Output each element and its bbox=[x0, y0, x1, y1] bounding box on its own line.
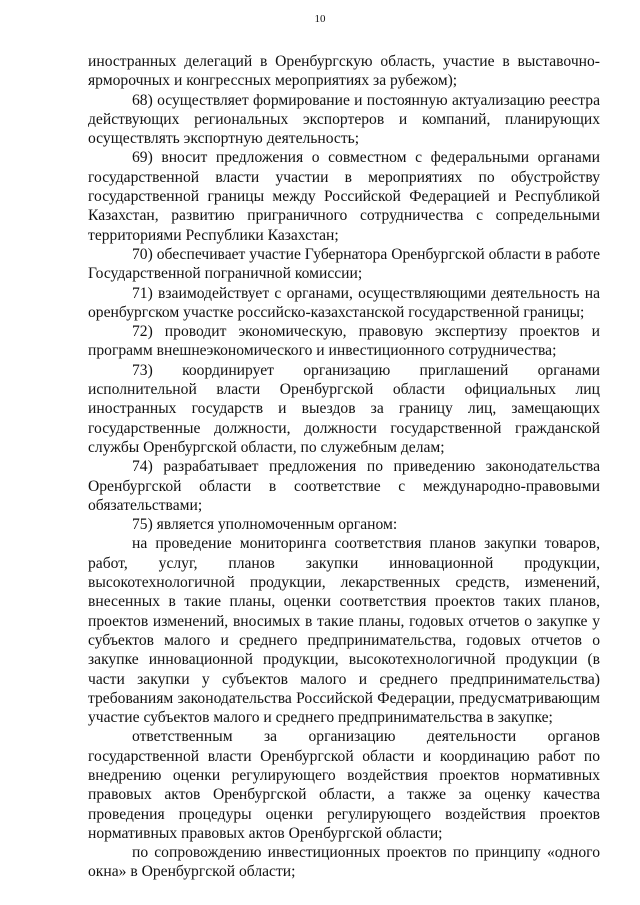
paragraph-item-71: 71) взаимодействует с органами, осуществляющими деятельность на оренбургском участке российско-казахстанской государственной границы; bbox=[88, 284, 600, 321]
paragraph-item-75-monitoring: на проведение мониторинга соответствия планов закупки товаров, работ, услуг, планов закупки инновационной продукции, высокотехнологичной продукции, лекарственных средств, изменений, внесенных в такие планы, оценки соответствия проектов таких планов, проектов изменений, вносимых в такие планы, годовых отчетов о закупке у субъектов малого и среднего предпринимательства, годовых отчетов о закупке инновационной продукции, высокотехнологичной продукции (в части закупки у субъектов малого и среднего предпринимательства) требованиям законодательства Российской Федерации, предусматривающим участие субъектов малого и среднего предпринимательства в закупке; bbox=[88, 535, 600, 727]
document-body bbox=[88, 52, 600, 882]
paragraph-item-75: 75) является уполномоченным органом: bbox=[132, 516, 398, 534]
paragraph-item-75-investment-projects: по сопровождению инвестиционных проектов по принципу «одного окна» в Оренбургской области; bbox=[88, 844, 600, 881]
paragraph-item-70: 70) обеспечивает участие Губернатора Оренбургской области в работе Государственной пограничной комиссии; bbox=[88, 245, 600, 283]
paragraph-item-68: 68) осуществляет формирование и постоянную актуализацию реестра действующих региональных экспортеров и компаний, планирующих осуществлять экспортную деятельность; bbox=[88, 91, 600, 148]
paragraph-item-75-regulatory-assessment: ответственным за организацию деятельности органов государственной власти Оренбургской области и координацию работ по внедрению оценки регулирующего воздействия проектов нормативных правовых актов Оренбургской области, а также за оценку качества проведения процедуры оценки регулирующего воздействия проектов нормативных правовых актов Оренбургской области; bbox=[88, 728, 600, 842]
paragraph-item-74: 74) разрабатывает предложения по приведению законодательства Оренбургской области в соответствие с международно-правовыми обязательствами; bbox=[88, 458, 600, 514]
paragraph-item-69: 69) вносит предложения о совместном с федеральными органами государственной власти участии в мероприятиях по обустройству государственной границы между Российской Федерацией и Республикой Казахстан, развитию приграничного сотрудничества с сопредельными территориями Республики Казахстан; bbox=[88, 149, 600, 244]
page-number: 10 bbox=[314, 13, 326, 25]
paragraph-continuation: иностранных делегаций в Оренбургскую область, участие в выставочно-ярморочных и конгрессных мероприятиях за рубежом); bbox=[88, 53, 600, 90]
paragraph-item-73: 73) координирует организацию приглашений органами исполнительной власти Оренбургской области официальных лиц иностранных государств и выездов за границу лиц, замещающих государственные должности, должности государственной гражданской службы Оренбургской области, по служебным делам; bbox=[88, 361, 600, 456]
paragraph-item-72: 72) проводит экономическую, правовую экспертизу проектов и программ внешнеэкономического и инвестиционного сотрудничества; bbox=[88, 323, 600, 360]
